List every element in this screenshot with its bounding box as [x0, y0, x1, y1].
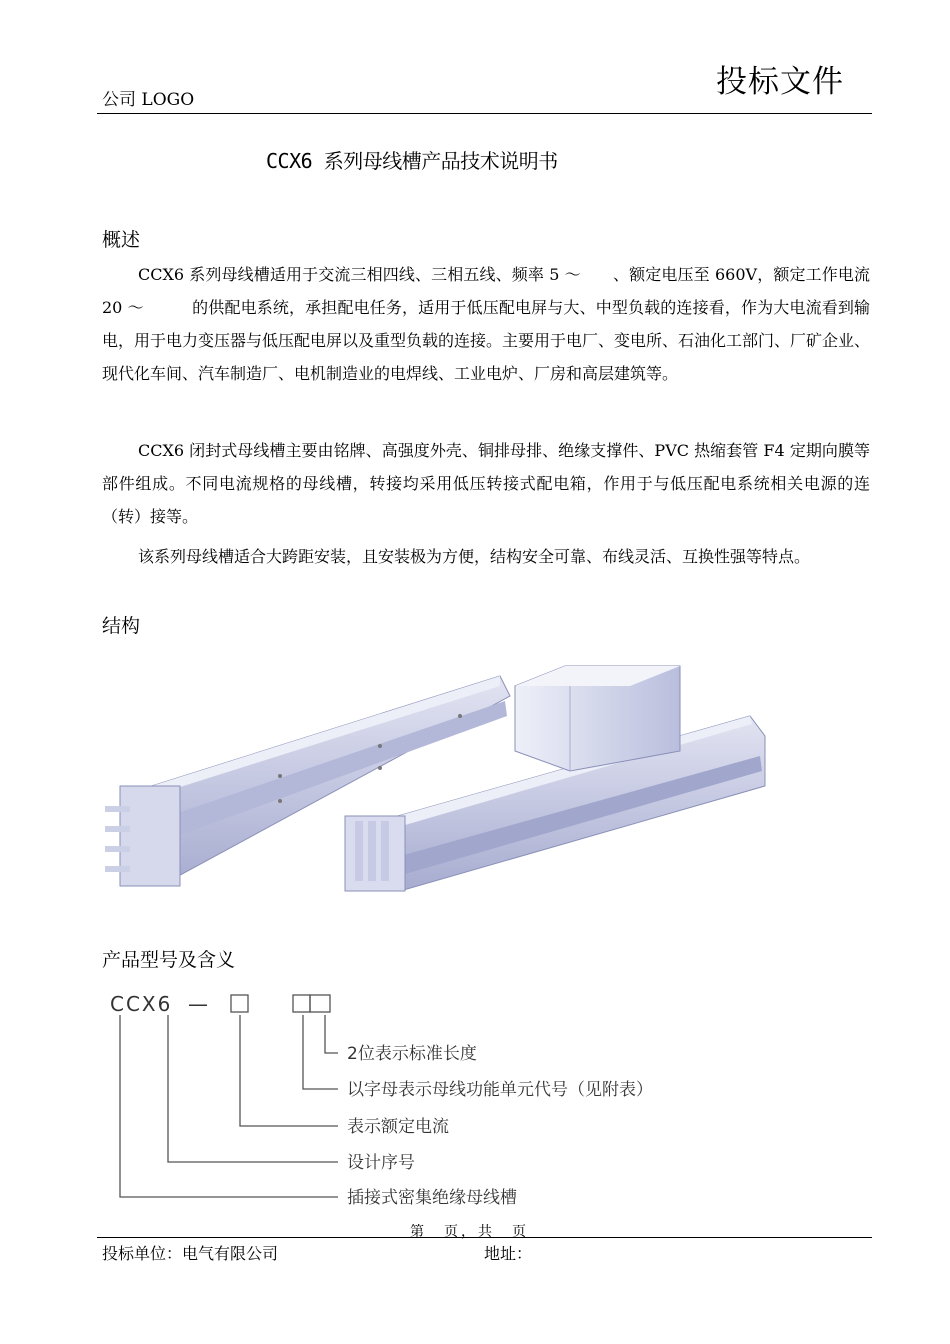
footer-divider	[97, 1237, 872, 1238]
structure-heading: 结构	[102, 615, 141, 637]
overview-paragraph-2: CCX6 闭封式母线槽主要由铭牌、高强度外壳、铜排母排、绝缘支撑件、PVC 热缩套管 F4 定期向膜等部件组成。不同电流规格的母线槽，转接均采用低压转接式配电箱，作用于与低压配电系统相关电源的连（转）接等。	[102, 441, 870, 526]
overview-paragraph-1: CCX6 系列母线槽适用于交流三相四线、三相五线、频率 5 ～ 、额定电压至 660V，额定工作电流 20 ～ 的供配电系统，承担配电任务，适用于低压配电屏与大、中型负载的连接看，作为大电流看到输电，用于电力变压器与低压配电屏以及重型负载的连接。主要用于电厂、变电所、石油化工部门、厂矿企业、现代化车间、汽车制造厂、电机制造业的电焊线、工业电炉、厂房和高层建筑等。	[102, 265, 871, 383]
page-title: CCX6 系列母线槽产品技术说明书	[266, 149, 558, 173]
rated-current-box	[231, 995, 248, 1012]
model-heading: 产品型号及含义	[102, 949, 236, 971]
busway-type-label: 插接式密集绝缘母线槽	[347, 1188, 517, 1208]
rated-current-label: 表示额定电流	[347, 1117, 449, 1137]
model-code-text: CCX6	[110, 992, 173, 1016]
length-label: 2位表示标准长度	[347, 1044, 477, 1064]
footer-address: 地址：	[484, 1244, 533, 1263]
document-type-title: 投标文件	[716, 64, 844, 100]
page-indicator: 第 页，共 页	[410, 1224, 529, 1240]
busway-product-photo	[100, 656, 780, 896]
header-divider	[97, 113, 872, 114]
model-dash: —	[188, 992, 208, 1016]
plug-in-box	[515, 666, 680, 771]
function-code-label: 以字母表示母线功能单元代号（见附表）	[347, 1080, 653, 1100]
overview-paragraph-3: 该系列母线槽适合大跨距安装，且安装极为方便，结构安全可靠、布线灵活、互换性强等特点。	[138, 547, 811, 566]
length-code-box	[310, 995, 330, 1012]
overview-heading: 概述	[102, 229, 141, 251]
model-code-diagram	[100, 985, 720, 1215]
company-logo-text: 公司 LOGO	[102, 90, 195, 110]
design-serial-label: 设计序号	[347, 1153, 415, 1173]
footer-bidder: 投标单位：电气有限公司	[102, 1244, 279, 1263]
function-code-box	[293, 995, 310, 1012]
